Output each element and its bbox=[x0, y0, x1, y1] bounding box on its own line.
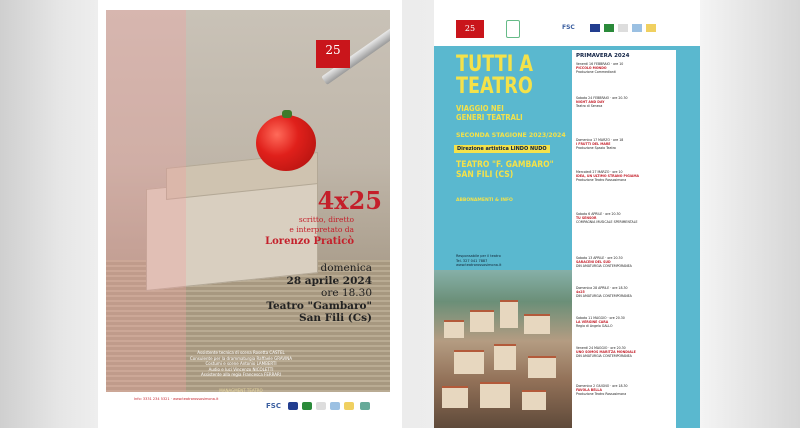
italy-flag-icon bbox=[604, 24, 614, 32]
emblem-icon bbox=[316, 402, 326, 410]
event-info: domenica 28 aprile 2024 ore 18.30 Teatro "Gambaro" San Fili (Cs) bbox=[266, 262, 372, 324]
program-event: Domenica 28 APRILE · ore 18.30 4x25 DIN AMATURGIA CONTEMPORANEA bbox=[576, 286, 632, 298]
credit-line: Assistente alla regia Francesca FERRARI bbox=[201, 372, 281, 378]
eu-flag-icon bbox=[590, 24, 600, 32]
tomato-image bbox=[256, 115, 316, 171]
town-crest-icon bbox=[360, 402, 370, 410]
house bbox=[524, 314, 550, 334]
town-illustration bbox=[434, 270, 574, 428]
emblem-icon bbox=[618, 24, 628, 32]
tickets-info: Info: 3331 234 5321 · www.teatrorossosimona.it bbox=[134, 397, 219, 401]
house bbox=[454, 350, 484, 374]
poster-title: 4x25 bbox=[317, 186, 382, 215]
crest-icon bbox=[506, 20, 520, 38]
program-title: PRIMAVERA 2024 bbox=[576, 53, 630, 59]
eu-flag-icon bbox=[288, 402, 298, 410]
house bbox=[500, 300, 518, 328]
theatre-name: TEATRO "F. GAMBARO" SAN FILI (CS) bbox=[456, 160, 554, 180]
fsc-logo: FSC bbox=[562, 24, 575, 31]
pink-band bbox=[106, 10, 186, 392]
program-event: Sabato 24 FEBBRAIO · ore 20.30 NIGHT AND DAY Teatro di Seneca bbox=[576, 96, 628, 108]
house bbox=[494, 344, 516, 370]
sponsor-logo-icon bbox=[646, 24, 656, 32]
program-panel bbox=[572, 50, 676, 428]
anniversary-logo: 25 bbox=[316, 40, 350, 68]
subtitle: scritto, diretto e interpretato da bbox=[289, 215, 354, 234]
region-logo-icon bbox=[330, 402, 340, 410]
producer: MANAGMENT TEATRO bbox=[219, 387, 263, 392]
contact-info: Responsabile per il teatro Tel. 327 041 7887 www.teatrorossosimona.it bbox=[456, 254, 502, 268]
program-event: Venerdì 24 MAGGIO · ore 20.30 UNO SOMOS MARITZA MONDIALE DIN AMATURGIA CONTEMPORANEA bbox=[576, 346, 636, 358]
region-logo-icon bbox=[632, 24, 642, 32]
tomato-stem bbox=[282, 110, 292, 118]
sponsor-strip bbox=[106, 392, 390, 428]
program-event: Sabato 13 APRILE · ore 20.30 SARACENI DEL SUD DIN AMATURGIA CONTEMPORANEA bbox=[576, 256, 632, 268]
main-title: TUTTI A TEATRO bbox=[456, 52, 534, 99]
credit-line: Consulente per la drammaturgia Raffaele GRAVINA bbox=[190, 355, 292, 361]
credit-line: Costumi e scene Antonio LAMBERTI bbox=[205, 361, 277, 367]
program-event: Mercoledì 27 MARZO · ore 10 IDEA, UN ULTIMO STRANO PIGIAMA Produzione Teatro Rossosimona bbox=[576, 170, 639, 182]
italy-flag-icon bbox=[302, 402, 312, 410]
house bbox=[528, 356, 556, 378]
house bbox=[470, 310, 494, 332]
house bbox=[522, 390, 546, 410]
credit-line: Assistente tecnica di scena Rosetta CASTEL bbox=[197, 350, 285, 355]
season: SECONDA STAGIONE 2023/2024 bbox=[456, 132, 566, 139]
credit-line: Audio e luci Vincenzo NICOLETTI bbox=[208, 366, 274, 372]
sponsor-logo-icon bbox=[344, 402, 354, 410]
house bbox=[442, 386, 468, 408]
house bbox=[444, 320, 464, 338]
author-name: Lorenzo Praticò bbox=[265, 236, 354, 247]
house bbox=[480, 382, 510, 408]
tagline: VIAGGIO NEI GENERI TEATRALI bbox=[456, 104, 523, 122]
program-event: Venerdì 16 FEBBRAIO · ore 10 PICCOLO MONDO Produzione Commedianti bbox=[576, 62, 624, 74]
program-event: Sabato 6 APRILE · ore 20.30 TU SENSOR COMPAGNIA MUSICALE SPERIMENTALE bbox=[576, 212, 638, 224]
program-event: Domenica 2 GIUGNO · ore 18.30 FAVOLA BELLA Produzione Teatro Rossosimona bbox=[576, 384, 628, 396]
anniversary-logo: 25 bbox=[456, 20, 484, 38]
abbonamenti-heading: ABBONAMENTI & INFO bbox=[456, 198, 513, 203]
logo-header bbox=[434, 0, 700, 46]
credits-block bbox=[126, 350, 356, 392]
fsc-logo: FSC bbox=[266, 402, 281, 410]
program-event: Domenica 17 MARZO · ore 18 I FRUTTI DEL MARE Produzione Spazio Teatro bbox=[576, 138, 624, 150]
poster-4x25 bbox=[98, 0, 402, 428]
poster-tutti-a-teatro bbox=[434, 0, 700, 428]
program-event: Sabato 11 MAGGIO · ore 20.30 LA VERGINE CARA Regia di Angelo GALLO bbox=[576, 316, 625, 328]
artistic-direction: Direzione artistica LINDO NUDO bbox=[454, 145, 550, 153]
